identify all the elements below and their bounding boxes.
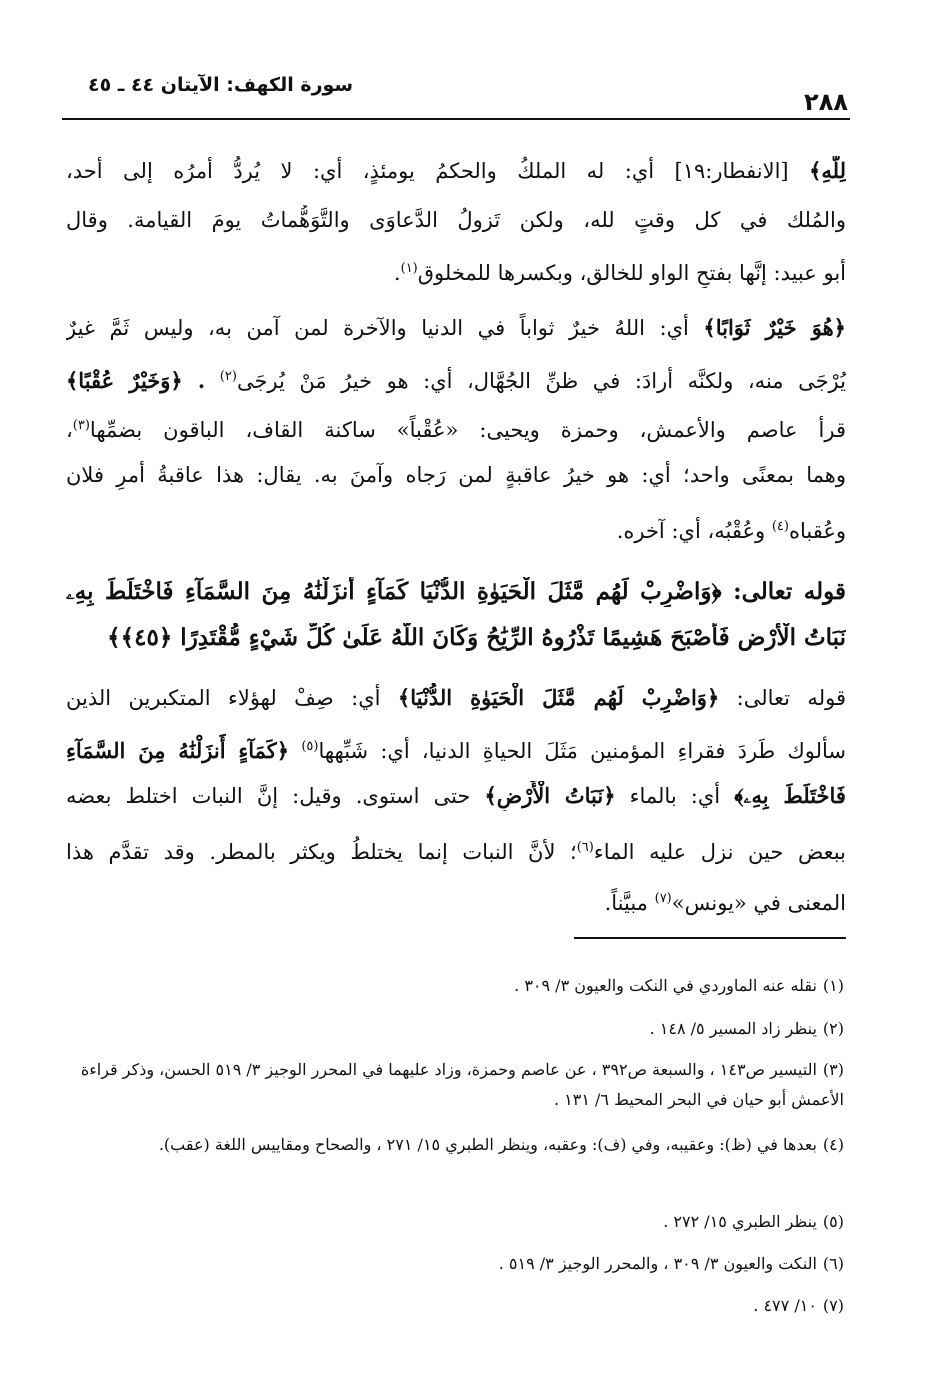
body-line (66, 732, 846, 766)
body-text: . (393, 261, 401, 285)
footnote (66, 1250, 844, 1278)
body-line (66, 781, 846, 811)
footnote (66, 1208, 844, 1236)
body-text: وعُقْبُه، أي: آخره. (616, 519, 772, 543)
footnote-marker: (٧) (654, 891, 672, 906)
body-text: ؛ لأنَّ النبات إنما يختلطُ ويكثر بالمطر. وقد تقدَّم هذا (66, 840, 577, 864)
footnote-text: النكت والعيون ٣/ ٣٠٩ ، والمحرر الوجيز ٣/ ٥١٩ . (498, 1254, 817, 1273)
body-text: مبيَّناً. (604, 891, 655, 915)
footnote-marker: (٢) (219, 369, 237, 384)
quran-quote: ﴿نَبَاتُ الْأَرْضِ﴾ (484, 783, 616, 808)
footnote-number: (١) (822, 976, 844, 995)
page-number: ٢٨٨ (804, 88, 848, 116)
footnote-text: ينظر زاد المسير ٥/ ١٤٨ . (649, 1019, 817, 1038)
body-line (66, 512, 846, 546)
page-header (62, 66, 850, 120)
quran-quote: . ﴿وَخَيْرٌ عُقْبًا﴾ (66, 368, 206, 393)
body-text: حتى استوى. وقيل: إنَّ النبات اختلط بعضه (66, 784, 471, 808)
body-text: أي: بالماء (629, 784, 721, 808)
body-text: سألوك طَردَ فقراءِ المؤمنين مَثَلَ الحياةِ الدنيا، أي: شَبِّهها (318, 739, 846, 763)
body-line: والمُلك في كل وقتٍ لله، ولكن تَزولُ الدَّعاوَى والتَّوَهُّماتُ يومَ القيامة. وقال (66, 208, 846, 232)
footnote-number: (٥) (822, 1212, 844, 1231)
footnote (66, 1130, 844, 1160)
body-line: وهما بمعنًى واحد؛ أي: هو خيرُ عاقبةٍ لمن رَجاه وآمنَ به. يقال: هذا عاقبةُ أمرِ فلان (66, 463, 846, 487)
body-text: ببعض حين نزل عليه الماء (593, 840, 846, 864)
body-text: [الانفطار:١٩] أي: له الملكُ والحكمُ يومئذٍ، أي: لا يُردُّ أمرُه إلى أحد، (66, 159, 789, 183)
body-line (66, 313, 846, 343)
quran-quote: فَاخْتَلَطَ بِهِۦ﴾ (734, 783, 846, 808)
quran-quote: ﴿كَمَآءٍ أَنزَلْنَٰهُ مِنَ السَّمَآءِ (66, 738, 290, 763)
body-line (66, 683, 846, 713)
footnote-text: بعدها في (ظ): وعقيبه، وفي (ف): وعقبه، وينظر الطبري ١٥/ ٢٧١ ، والصحاح ومقاييس اللغة (عقب). (158, 1135, 817, 1154)
body-text: ، (66, 418, 73, 442)
footnote (66, 1015, 844, 1043)
verse-text: ﴿وَاضْرِبْ لَهُم مَّثَلَ الْحَيَوٰةِ الدُّنْيَا كَمَآءٍ أَنزَلْنَٰهُ مِنَ السَّمَآءِ فَاخْتَلَطَ بِهِۦ (66, 578, 722, 605)
body-text: وعُقباه (788, 519, 846, 543)
body-line (66, 833, 846, 867)
body-text: أي: اللهُ خيرٌ ثواباً في الدنيا والآخرة لمن آمن به، وليس ثَمَّ غيرٌ (66, 316, 689, 340)
footnote-marker: (٦) (576, 840, 594, 855)
footnote-marker: (٤) (771, 519, 789, 534)
footnote-separator (574, 937, 846, 939)
verse-line (66, 577, 846, 607)
quran-quote: ﴿هُوَ خَيْرٌ ثَوَابًا﴾ (703, 315, 846, 340)
footnote-text: ينظر الطبري ١٥/ ٢٧٢ . (663, 1212, 817, 1231)
footnote-marker: (٥) (301, 739, 319, 754)
footnote-text: التيسير ص١٤٣ ، والسبعة ص٣٩٢ ، عن عاصم وحمزة، وزاد عليهما في المحرر الوجيز ٣/ ٥١٩ الحسن، وذكر قراءة الأعمش أبو حيان في البحر المحيط ٦/ ١٣١ . (80, 1060, 844, 1109)
footnote-text: نقله عنه الماوردي في النكت والعيون ٣/ ٣٠٩ . (514, 976, 817, 995)
verse-intro: قوله تعالى: (733, 578, 846, 605)
body-line (66, 156, 846, 186)
body-line (66, 362, 846, 396)
footnote (66, 1055, 844, 1115)
running-head: سورة الكهف: الآيتان ٤٤ ـ ٤٥ (88, 74, 354, 96)
footnote-marker: (٣) (72, 418, 90, 433)
footnote-marker: (١) (400, 261, 418, 276)
quran-quote: لِلَّهِ﴾ (809, 158, 846, 183)
footnote-number: (٢) (822, 1019, 844, 1038)
footnote (66, 1292, 844, 1320)
body-text: قرأ عاصم والأعمش، وحمزة ويحيى: «عُقْباً» ساكنة القاف، الباقون بضمِّها (89, 418, 846, 442)
footnote-number: (٧) (822, 1296, 844, 1315)
footnote-number: (٦) (822, 1254, 844, 1273)
footnote-text: ١٠/ ٤٧٧ . (753, 1296, 817, 1315)
body-text: يُرْجَى منه، ولكنَّه أرادَ: في ظنِّ الجُهَّال، أي: هو خيرُ مَنْ يُرجَى (236, 369, 846, 393)
footnote (66, 972, 844, 1000)
body-text: قوله تعالى: (736, 686, 846, 710)
body-text: المعنى في «يونس» (671, 891, 846, 915)
body-text: أبو عبيد: إنَّها بفتحِ الواو للخالق، وبكسرها للمخلوق (417, 261, 846, 285)
body-line (66, 254, 846, 288)
body-text: أي: صِفْ لهؤلاء المتكبرين الذين (66, 686, 381, 710)
footnote-number: (٣) (822, 1060, 844, 1079)
verse-line: نَبَاتُ الْأَرْضِ فَأَصْبَحَ هَشِيمًا تَذْرُوهُ الرِّيَٰحُ وَكَانَ اللَّهُ عَلَىٰ كُلِّ شَيْءٍ مُّقْتَدِرًا ﴿٤٥﴾﴾ (107, 624, 846, 651)
body-line (66, 411, 846, 445)
body-line (66, 884, 846, 918)
footnote-number: (٤) (822, 1135, 844, 1154)
quran-quote: ﴿وَاضْرِبْ لَهُم مَّثَلَ الْحَيَوٰةِ الدُّنْيَا﴾ (397, 685, 720, 710)
